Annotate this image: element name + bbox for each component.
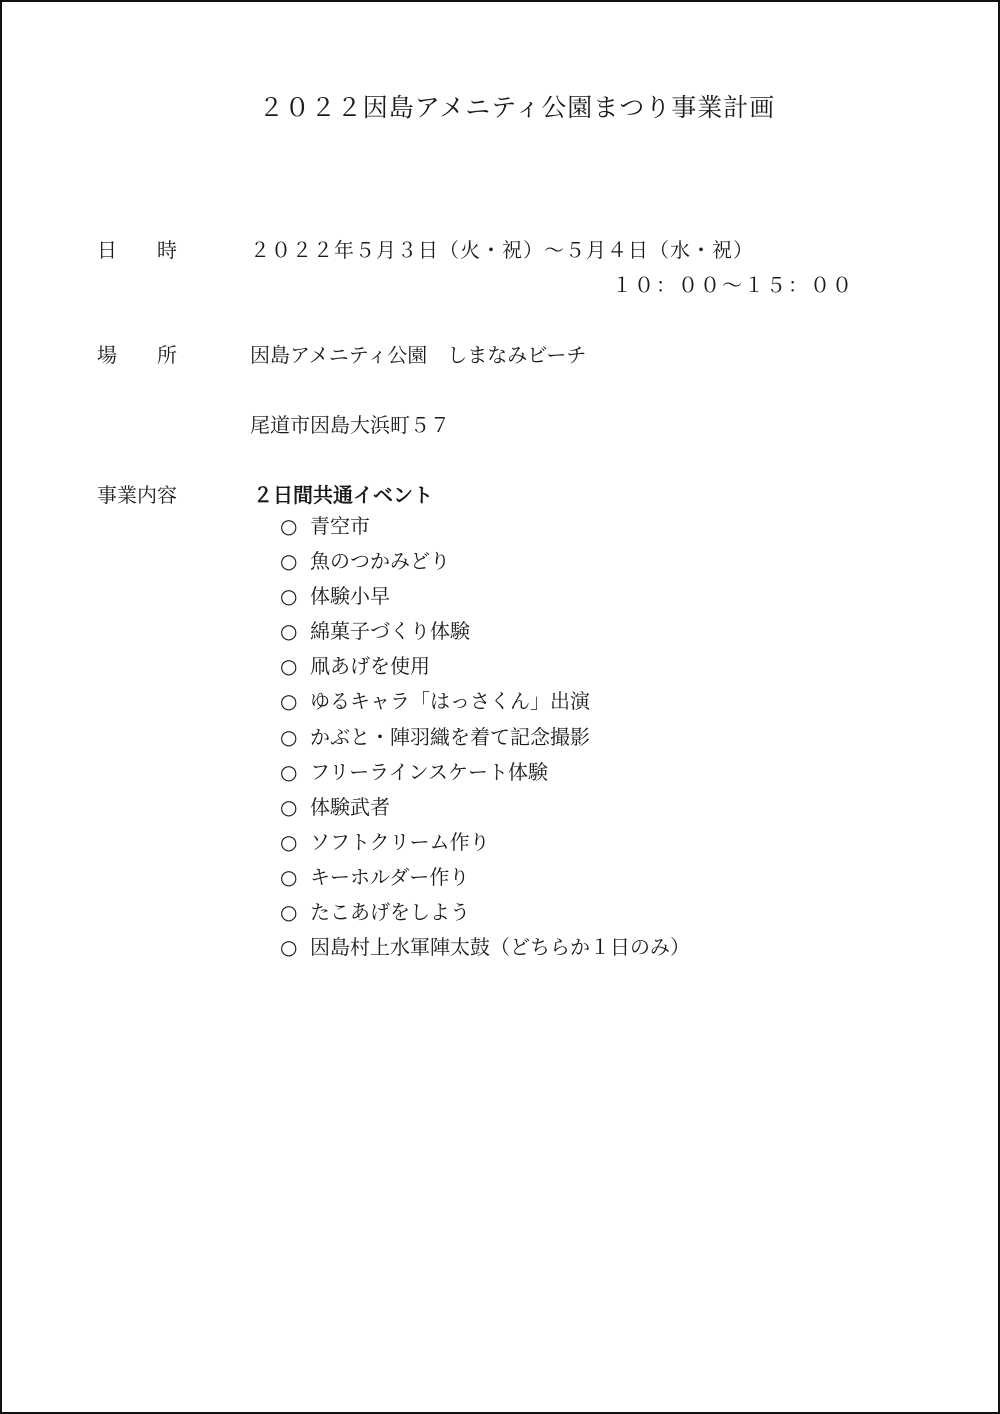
circle-bullet-icon: ○ bbox=[280, 689, 298, 714]
program-heading: ２日間共通イベント bbox=[253, 483, 433, 507]
list-item bbox=[280, 899, 690, 934]
event-name: かぶと・陣羽織を着て記念撮影 bbox=[310, 724, 590, 749]
list-item bbox=[280, 583, 690, 618]
location-label: 場所 bbox=[97, 343, 217, 367]
datetime-label: 日時 bbox=[97, 238, 217, 262]
list-item bbox=[280, 548, 690, 583]
location-address: 尾道市因島大浜町５７ bbox=[250, 413, 450, 437]
event-name: たこあげをしよう bbox=[310, 900, 470, 925]
circle-bullet-icon: ○ bbox=[280, 794, 298, 819]
circle-bullet-icon: ○ bbox=[280, 829, 298, 854]
list-item bbox=[280, 794, 690, 829]
event-name: ソフトクリーム作り bbox=[310, 829, 490, 854]
document-title: ２０２２因島アメニティ公園まつり事業計画 bbox=[258, 93, 776, 122]
event-date: ２０２２年５月３日（火・祝）～５月４日（水・祝） bbox=[250, 238, 754, 262]
circle-bullet-icon: ○ bbox=[280, 619, 298, 644]
event-name: 青空市 bbox=[310, 514, 370, 538]
list-item bbox=[280, 934, 690, 969]
event-name: フリーラインスケート体験 bbox=[310, 759, 548, 784]
circle-bullet-icon: ○ bbox=[280, 724, 298, 749]
list-item bbox=[280, 513, 690, 548]
list-item bbox=[280, 724, 690, 759]
list-item bbox=[280, 653, 690, 688]
circle-bullet-icon: ○ bbox=[280, 514, 298, 538]
circle-bullet-icon: ○ bbox=[280, 584, 298, 609]
circle-bullet-icon: ○ bbox=[280, 759, 298, 784]
circle-bullet-icon: ○ bbox=[280, 864, 298, 889]
list-item bbox=[280, 618, 690, 653]
circle-bullet-icon: ○ bbox=[280, 900, 298, 925]
list-item bbox=[280, 688, 690, 723]
event-name: ゆるキャラ「はっさくん」出演 bbox=[310, 689, 590, 714]
list-item bbox=[280, 829, 690, 864]
location-name: 因島アメニティ公園 しまなみビーチ bbox=[250, 343, 587, 367]
circle-bullet-icon: ○ bbox=[280, 654, 298, 679]
event-name: キーホルダー作り bbox=[310, 864, 470, 889]
event-name: 綿菓子づくり体験 bbox=[310, 619, 470, 644]
event-name: 因島村上水軍陣太鼓（どちらか１日のみ） bbox=[310, 935, 690, 960]
program-label: 事業内容 bbox=[97, 483, 177, 507]
event-name: 体験武者 bbox=[310, 794, 390, 819]
event-name: 魚のつかみどり bbox=[310, 549, 450, 574]
event-name: 体験小早 bbox=[310, 584, 390, 609]
list-item bbox=[280, 759, 690, 794]
event-name: 凧あげを使用 bbox=[310, 654, 430, 679]
circle-bullet-icon: ○ bbox=[280, 935, 298, 960]
circle-bullet-icon: ○ bbox=[280, 549, 298, 574]
event-list bbox=[280, 513, 690, 969]
event-time: １０：００～１５：００ bbox=[612, 273, 854, 297]
list-item bbox=[280, 864, 690, 899]
